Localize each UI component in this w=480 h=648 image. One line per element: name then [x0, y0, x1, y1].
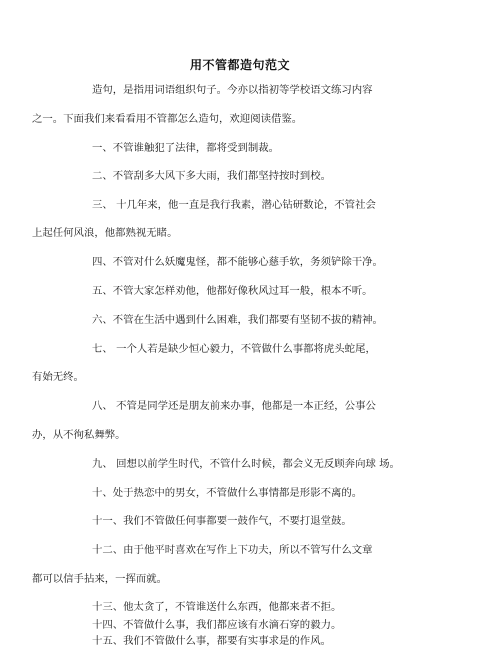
intro-line-2: 之一。下面我们来看看用不管都怎么造句，欢迎阅读借鉴。 [32, 113, 303, 125]
sentence-1: 一、不管谁触犯了法律，都将受到制裁。 [92, 142, 280, 154]
sentence-2: 二、不管刮多大风下多大雨，我们都坚持按时到校。 [92, 170, 331, 182]
sentence-5: 五、不管大家怎样劝他，他都好像秋风过耳一般，根本不听。 [92, 285, 373, 297]
sentence-8-line-1: 八、 不管是同学还是朋友前来办事，他都是一本正经，公事公 [92, 400, 376, 412]
sentence-15: 十五、我们不管做什么事，都要有实事求是的作风。 [92, 635, 331, 647]
sentence-4: 四、不管对什么妖魔鬼怪，都不能够心慈手软，务须铲除干净。 [92, 256, 383, 268]
document-title: 用不管都造句范文 [189, 58, 290, 72]
sentence-7-line-1: 七、 一个人若是缺少恒心毅力，不管做什么事都将虎头蛇尾， [92, 343, 376, 355]
intro-line-1: 造句，是指用词语组织句子。今亦以指初等学校语文练习内容 [92, 84, 373, 96]
sentence-6: 六、不管在生活中遇到什么困难，我们都要有坚韧不拔的精神。 [92, 314, 383, 326]
sentence-10: 十、处于热恋中的男女，不管做什么事情都是形影不离的。 [92, 487, 363, 499]
sentence-3-line-1: 三、 十几年来，他一直是我行我素，潜心钻研数论，不管社会 [92, 199, 376, 211]
sentence-11: 十一、我们不管做任何事都要一鼓作气，不要打退堂鼓。 [92, 515, 352, 527]
sentence-9: 九、 回想以前学生时代，不管什么时候，都会义无反顾奔向球 场。 [92, 458, 400, 470]
sentence-13: 十三、他太贪了，不管谁送什么东西，他都来者不拒。 [92, 601, 342, 613]
sentence-14: 十四、不管做什么事，我们都应该有水滴石穿的毅力。 [92, 619, 342, 631]
sentence-3-line-2: 上起任何风浪，他都熟视无睹。 [32, 227, 178, 239]
sentence-12-line-1: 十二、由于他平时喜欢在写作上下功夫，所以不管写什么文章 [92, 544, 373, 556]
sentence-12-line-2: 都可以信手拈来，一挥而就。 [32, 573, 168, 585]
sentence-8-line-2: 办，从不徇私舞弊。 [32, 429, 126, 441]
sentence-7-line-2: 有始无终。 [32, 371, 84, 383]
